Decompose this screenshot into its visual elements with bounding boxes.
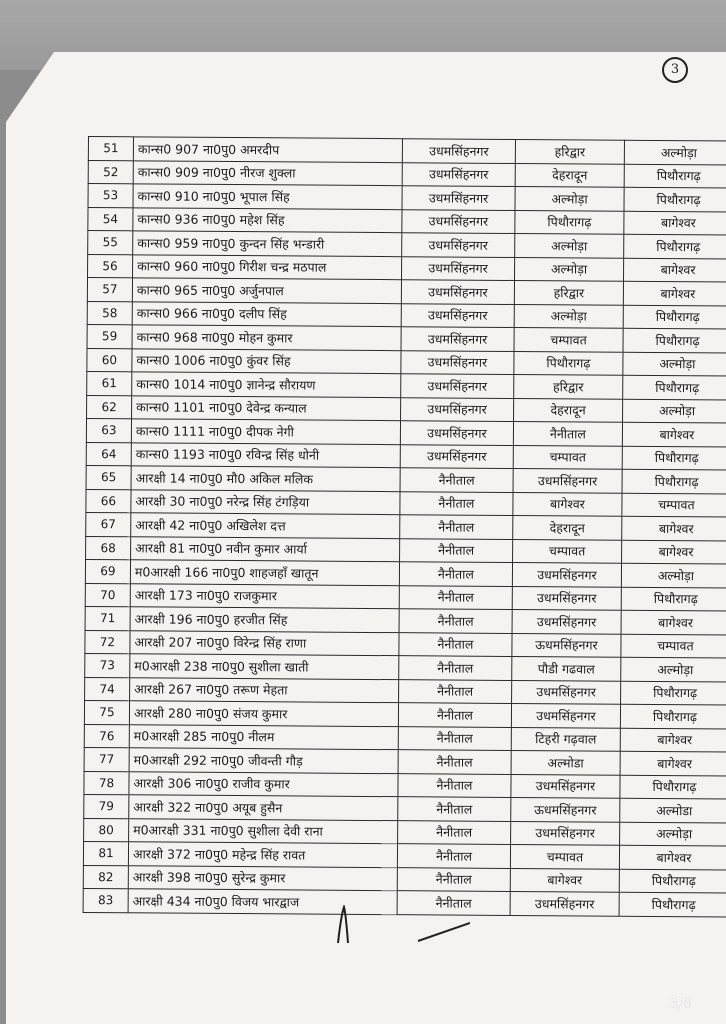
option-district-2-cell: अल्मोड़ा xyxy=(624,140,726,164)
serial-number-cell: 64 xyxy=(86,442,131,466)
option-district-2-cell: पिथौरागढ़ xyxy=(624,234,726,258)
option-district-2-cell: बागेश्वर xyxy=(622,540,726,564)
serial-number-cell: 63 xyxy=(86,418,131,442)
current-district-cell: नैनीताल xyxy=(399,585,512,609)
current-district-cell: नैनीताल xyxy=(400,515,513,539)
option-district-1-cell: पौडी गढवाल xyxy=(512,656,621,680)
employee-name-cell: आरक्षी 14 ना0पु0 मौ0 अकिल मलिक xyxy=(131,466,400,491)
option-district-1-cell: नैनीताल xyxy=(513,421,622,445)
current-district-cell: नैनीताल xyxy=(398,797,511,821)
employee-name-cell: आरक्षी 81 ना0पु0 नवीन कुमार आर्या xyxy=(131,536,400,561)
employee-name-cell: आरक्षी 398 ना0पु0 सुरेन्द्र कुमार xyxy=(128,865,397,890)
serial-number-cell: 81 xyxy=(83,841,128,865)
option-district-2-cell: पिथौरागढ़ xyxy=(619,869,726,893)
option-district-1-cell: उधमसिंहनगर xyxy=(513,468,622,492)
option-district-1-cell: अल्मोड़ा xyxy=(515,186,624,210)
employee-name-cell: म0आरक्षी 166 ना0पु0 शाहजहाँ खातून xyxy=(130,560,399,585)
option-district-2-cell: पिथौरागढ़ xyxy=(621,587,726,611)
option-district-2-cell: बागेश्वर xyxy=(619,845,726,869)
employee-name-cell: कान्स0 968 ना0पु0 मोहन कुमार xyxy=(132,325,401,350)
employee-name-cell: आरक्षी 280 ना0पु0 संजय कुमार xyxy=(129,701,398,726)
serial-number-cell: 77 xyxy=(84,747,129,771)
option-district-2-cell: बागेश्वर xyxy=(621,610,726,634)
employee-name-cell: कान्स0 966 ना0पु0 दलीप सिंह xyxy=(132,301,401,326)
option-district-1-cell: पिथौरागढ़ xyxy=(514,351,623,375)
serial-number-cell: 73 xyxy=(85,653,130,677)
employee-name-cell: कान्स0 1006 ना0पु0 कुंवर सिंह xyxy=(132,348,401,373)
current-district-cell: नैनीताल xyxy=(400,538,513,562)
transfer-table-container xyxy=(83,136,701,917)
current-district-cell: उधमसिंहनगर xyxy=(402,186,515,210)
current-district-cell: उधमसिंहनगर xyxy=(402,256,515,280)
option-district-1-cell: अल्मोड़ा xyxy=(514,304,623,328)
serial-number-cell: 52 xyxy=(88,160,133,184)
option-district-2-cell: चम्पावत xyxy=(621,634,726,658)
option-district-1-cell: चम्पावत xyxy=(514,327,623,351)
current-district-cell: उधमसिंहनगर xyxy=(402,162,515,186)
current-district-cell: नैनीताल xyxy=(398,820,511,844)
current-district-cell: उधमसिंहनगर xyxy=(401,280,514,304)
option-district-1-cell: ऊधमसिंहनगर xyxy=(512,633,621,657)
option-district-1-cell: अल्मोड़ा xyxy=(515,257,624,281)
serial-number-cell: 68 xyxy=(86,536,131,560)
option-district-2-cell: चम्पावत xyxy=(622,493,726,517)
employee-name-cell: कान्स0 909 ना0पु0 नीरज शुक्ला xyxy=(133,160,402,185)
current-district-cell: नैनीताल xyxy=(397,867,510,891)
serial-number-cell: 76 xyxy=(84,724,129,748)
option-district-1-cell: उधमसिंहनगर xyxy=(511,774,620,798)
current-district-cell: उधमसिंहनगर xyxy=(401,374,514,398)
serial-number-cell: 70 xyxy=(85,583,130,607)
serial-number-cell: 54 xyxy=(88,207,133,231)
current-district-cell: उधमसिंहनगर xyxy=(400,444,513,468)
option-district-1-cell: देहरादून xyxy=(513,515,622,539)
employee-name-cell: म0आरक्षी 331 ना0पु0 सुशीला देवी राना xyxy=(129,818,398,843)
employee-name-cell: आरक्षी 322 ना0पु0 अयूब हुसैन xyxy=(129,795,398,820)
employee-name-cell: म0आरक्षी 238 ना0पु0 सुशीला खाती xyxy=(130,654,399,679)
current-district-cell: नैनीताल xyxy=(398,703,511,727)
option-district-1-cell: अल्मोडा xyxy=(511,750,620,774)
option-district-2-cell: बागेश्वर xyxy=(624,211,726,235)
option-district-1-cell: चम्पावत xyxy=(513,539,622,563)
serial-number-cell: 56 xyxy=(88,254,133,278)
serial-number-cell: 71 xyxy=(85,606,130,630)
option-district-1-cell: ऊधमसिंहनगर xyxy=(511,797,620,821)
serial-number-cell: 66 xyxy=(86,489,131,513)
serial-number-cell: 69 xyxy=(85,559,130,583)
current-district-cell: उधमसिंहनगर xyxy=(401,303,514,327)
employee-name-cell: कान्स0 1111 ना0पु0 दीपक नेगी xyxy=(131,419,400,444)
option-district-1-cell: टिहरी गढ़वाल xyxy=(511,727,620,751)
current-district-cell: नैनीताल xyxy=(398,750,511,774)
option-district-2-cell: अल्मोडा xyxy=(620,798,726,822)
option-district-1-cell: उधमसिंहनगर xyxy=(512,562,621,586)
option-district-1-cell: चम्पावत xyxy=(513,445,622,469)
serial-number-cell: 65 xyxy=(86,465,131,489)
serial-number-cell: 61 xyxy=(87,371,132,395)
employee-name-cell: कान्स0 910 ना0पु0 भूपाल सिंह xyxy=(133,184,402,209)
option-district-2-cell: पिथौरागढ़ xyxy=(623,375,726,399)
current-district-cell: उधमसिंहनगर xyxy=(400,421,513,445)
option-district-2-cell: पिथौरागढ़ xyxy=(619,892,726,916)
current-district-cell: नैनीताल xyxy=(399,562,512,586)
current-district-cell: नैनीताल xyxy=(399,679,512,703)
employee-name-cell: कान्स0 1101 ना0पु0 देवेन्द्र कन्याल xyxy=(132,395,401,420)
option-district-2-cell: बागेश्वर xyxy=(622,422,726,446)
option-district-2-cell: पिथौरागढ़ xyxy=(622,446,726,470)
option-district-1-cell: चम्पावत xyxy=(510,844,619,868)
option-district-2-cell: अल्मोड़ा xyxy=(623,352,726,376)
employee-name-cell: आरक्षी 42 ना0पु0 अखिलेश दत्त xyxy=(131,513,400,538)
option-district-2-cell: पिथौरागढ़ xyxy=(623,305,726,329)
employee-name-cell: कान्स0 1014 ना0पु0 ज्ञानेन्द्र सौरायण xyxy=(132,372,401,397)
employee-name-cell: म0आरक्षी 292 ना0पु0 जीवन्ती गौड़ xyxy=(129,748,398,773)
serial-number-cell: 78 xyxy=(84,771,129,795)
option-district-1-cell: देहरादून xyxy=(515,163,624,187)
serial-number-cell: 55 xyxy=(88,231,133,255)
serial-number-cell: 82 xyxy=(83,865,128,889)
current-district-cell: उधमसिंहनगर xyxy=(402,139,515,163)
page-number-mark: 3 xyxy=(662,57,688,83)
serial-number-cell: 67 xyxy=(86,512,131,536)
option-district-2-cell: पिथौरागढ़ xyxy=(620,775,726,799)
current-district-cell: नैनीताल xyxy=(398,726,511,750)
serial-number-cell: 75 xyxy=(84,700,129,724)
employee-name-cell: आरक्षी 196 ना0पु0 हरजीत सिंह xyxy=(130,607,399,632)
serial-number-cell: 59 xyxy=(87,324,132,348)
option-district-1-cell: उधमसिंहनगर xyxy=(512,609,621,633)
current-district-cell: नैनीताल xyxy=(399,609,512,633)
current-district-cell: नैनीताल xyxy=(397,891,510,915)
handwritten-mark xyxy=(320,905,470,945)
current-district-cell: उधमसिंहनगर xyxy=(402,209,515,233)
transfer-table xyxy=(83,136,726,917)
current-district-cell: नैनीताल xyxy=(400,491,513,515)
employee-name-cell: कान्स0 907 ना0पु0 अमरदीप xyxy=(133,137,402,162)
option-district-2-cell: पिथौरागढ़ xyxy=(623,328,726,352)
employee-name-cell: आरक्षी 173 ना0पु0 राजकुमार xyxy=(130,583,399,608)
serial-number-cell: 83 xyxy=(83,888,128,912)
current-district-cell: नैनीताल xyxy=(399,632,512,656)
option-district-2-cell: अल्मोड़ा xyxy=(621,563,726,587)
employee-name-cell: आरक्षी 372 ना0पु0 महेन्द्र सिंह रावत xyxy=(128,842,397,867)
serial-number-cell: 57 xyxy=(87,278,132,302)
current-district-cell: नैनीताल xyxy=(397,844,510,868)
option-district-2-cell: बागेश्वर xyxy=(623,258,726,282)
current-district-cell: उधमसिंहनगर xyxy=(401,350,514,374)
option-district-2-cell: पिथौरागढ़ xyxy=(624,187,726,211)
option-district-1-cell: पिथौरागढ़ xyxy=(515,210,624,234)
option-district-1-cell: बागेश्वर xyxy=(510,868,619,892)
serial-number-cell: 80 xyxy=(84,818,129,842)
employee-name-cell: म0आरक्षी 285 ना0पु0 नीलम xyxy=(129,724,398,749)
employee-name-cell: आरक्षी 267 ना0पु0 तरूण मेहता xyxy=(130,677,399,702)
serial-number-cell: 53 xyxy=(88,184,133,208)
current-district-cell: नैनीताल xyxy=(398,773,511,797)
current-district-cell: नैनीताल xyxy=(400,468,513,492)
option-district-1-cell: हरिद्वार xyxy=(514,374,623,398)
serial-number-cell: 72 xyxy=(85,630,130,654)
option-district-2-cell: बागेश्वर xyxy=(622,516,726,540)
option-district-2-cell: बागेश्वर xyxy=(620,751,726,775)
option-district-2-cell: अल्मोड़ा xyxy=(623,399,726,423)
employee-name-cell: कान्स0 1193 ना0पु0 रविन्द्र सिंह धोनी xyxy=(131,442,400,467)
option-district-1-cell: उधमसिंहनगर xyxy=(511,821,620,845)
option-district-2-cell: बागेश्वर xyxy=(620,728,726,752)
current-district-cell: उधमसिंहनगर xyxy=(401,327,514,351)
serial-number-cell: 60 xyxy=(87,348,132,372)
current-district-cell: नैनीताल xyxy=(399,656,512,680)
option-district-2-cell: पिथौरागढ़ xyxy=(624,164,726,188)
table-body xyxy=(83,137,726,917)
option-district-2-cell: बागेश्वर xyxy=(623,281,726,305)
option-district-1-cell: उधमसिंहनगर xyxy=(510,891,619,915)
serial-number-cell: 62 xyxy=(87,395,132,419)
serial-number-cell: 58 xyxy=(87,301,132,325)
option-district-2-cell: अल्मोड़ा xyxy=(621,657,726,681)
page-indicator: 3/8 xyxy=(669,996,692,1012)
employee-name-cell: आरक्षी 30 ना0पु0 नरेन्द्र सिंह टंगड़िया xyxy=(131,489,400,514)
employee-name-cell: कान्स0 936 ना0पु0 महेश सिंह xyxy=(133,207,402,232)
employee-name-cell: कान्स0 965 ना0पु0 अर्जुनपाल xyxy=(132,278,401,303)
option-district-2-cell: अल्मोड़ा xyxy=(620,822,726,846)
option-district-1-cell: उधमसिंहनगर xyxy=(511,703,620,727)
employee-name-cell: आरक्षी 306 ना0पु0 राजीव कुमार xyxy=(129,771,398,796)
serial-number-cell: 74 xyxy=(85,677,130,701)
option-district-2-cell: पिथौरागढ़ xyxy=(622,469,726,493)
option-district-1-cell: हरिद्वार xyxy=(515,139,624,163)
option-district-1-cell: अल्मोड़ा xyxy=(515,233,624,257)
employee-name-cell: आरक्षी 207 ना0पु0 विरेन्द्र सिंह राणा xyxy=(130,630,399,655)
option-district-2-cell: पिथौरागढ़ xyxy=(621,681,726,705)
option-district-1-cell: बागेश्वर xyxy=(513,492,622,516)
option-district-2-cell: पिथौरागढ़ xyxy=(620,704,726,728)
option-district-1-cell: उधमसिंहनगर xyxy=(512,586,621,610)
employee-name-cell: कान्स0 959 ना0पु0 कुन्दन सिंह भन्डारी xyxy=(133,231,402,256)
serial-number-cell: 79 xyxy=(84,794,129,818)
option-district-1-cell: उधमसिंहनगर xyxy=(512,680,621,704)
current-district-cell: उधमसिंहनगर xyxy=(402,233,515,257)
employee-name-cell: आरक्षी 434 ना0पु0 विजय भारद्वाज xyxy=(128,889,397,914)
employee-name-cell: कान्स0 960 ना0पु0 गिरीश चन्द्र मठपाल xyxy=(133,254,402,279)
option-district-1-cell: हरिद्वार xyxy=(514,280,623,304)
serial-number-cell: 51 xyxy=(88,137,133,161)
option-district-1-cell: देहरादून xyxy=(514,398,623,422)
current-district-cell: उधमसिंहनगर xyxy=(401,397,514,421)
